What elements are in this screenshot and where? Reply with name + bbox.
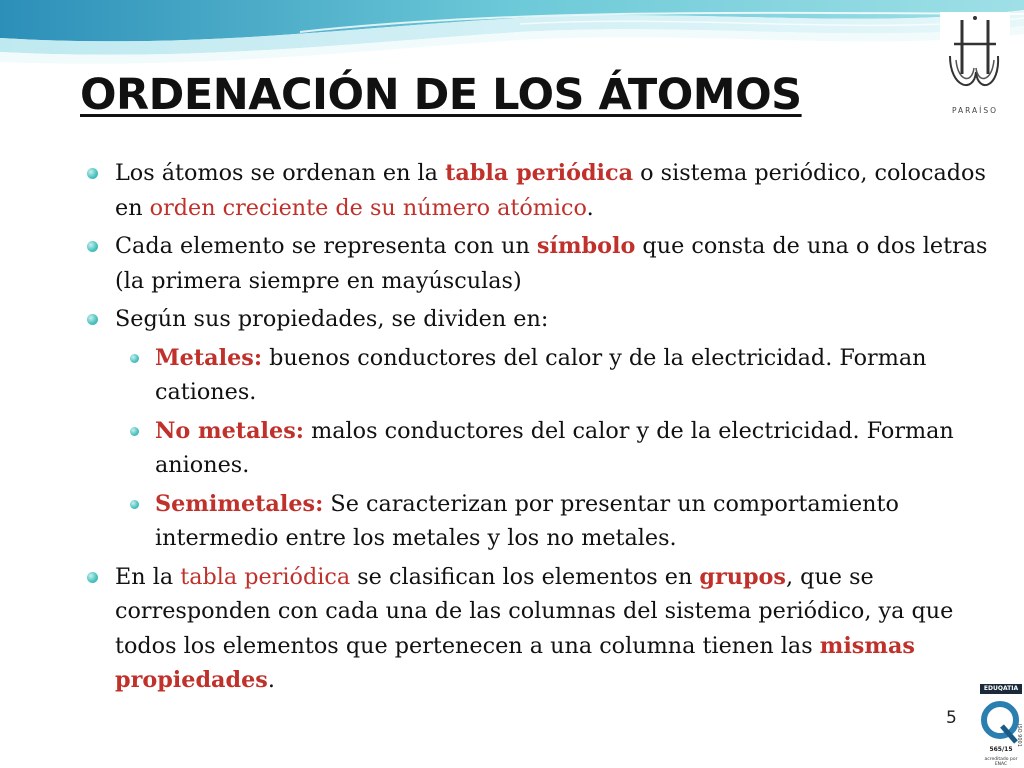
certification-q-icon	[978, 694, 1024, 754]
slide-title: ORDENACIÓN DE LOS ÁTOMOS	[80, 70, 802, 120]
bullet-dot-icon	[87, 572, 98, 583]
bullet-dot-icon	[130, 427, 139, 436]
bullet-text: Se caracterizan por presentar un comportamiento intermedio entre los metales y los no metales.	[155, 490, 899, 551]
highlighted-text: orden creciente de su número atómico	[149, 194, 587, 221]
bullet-dot-icon	[87, 314, 98, 325]
bullet-dot-icon	[130, 354, 139, 363]
eduqatia-label: EDUQATIA	[980, 684, 1022, 694]
sub-bullet-item	[80, 414, 1000, 483]
bullet-item	[80, 302, 1000, 337]
paraiso-logo	[940, 12, 1010, 122]
paraiso-emblem-icon	[940, 12, 1010, 104]
eduqatia-badge	[978, 684, 1024, 768]
bullet-text: malos conductores del calor y de la electricidad. Forman aniones.	[155, 417, 954, 478]
bullet-text: .	[586, 194, 594, 221]
highlighted-text: grupos	[699, 563, 786, 590]
bullet-dot-icon	[130, 500, 139, 509]
bullet-item	[80, 229, 1000, 298]
bullet-text: o sistema periódico, colocados en	[115, 160, 986, 221]
bullet-text: En la	[115, 563, 181, 590]
sub-bullet-item	[80, 341, 1000, 410]
bullet-list	[80, 156, 1000, 702]
highlighted-text: tabla periódica	[445, 160, 634, 186]
bullet-text: , que se corresponden con cada una de las columnas del sistema periódico, ya que todos los elementos que pertenecen a una columna tienen las	[115, 563, 954, 659]
bullet-text: buenos conductores del calor y de la electricidad. Forman cationes.	[155, 344, 927, 405]
bullet-text: .	[267, 667, 275, 693]
highlighted-text: tabla periódica	[180, 563, 351, 590]
highlighted-text: Metales:	[155, 344, 263, 371]
enac-caption: acreditado por ENAC	[984, 757, 1018, 767]
svg-text:ISO 9001: ISO 9001	[1016, 724, 1022, 747]
eduqatia-code: 565/15	[989, 746, 1013, 753]
highlighted-text: símbolo	[536, 233, 636, 259]
paraiso-caption: PARAÍSO	[951, 106, 999, 115]
sub-bullet-item	[80, 487, 1000, 556]
highlighted-text: Semimetales:	[155, 490, 324, 517]
highlighted-text: mismas propiedades	[115, 632, 915, 693]
bullet-text: Según sus propiedades, se dividen en:	[115, 306, 549, 332]
bullet-text: que consta de una o dos letras (la primera siempre en mayúsculas)	[115, 233, 988, 294]
bullet-text: se clasifican los elementos en	[350, 563, 700, 590]
top-wave-decoration	[0, 0, 1024, 80]
bullet-item	[80, 156, 1000, 225]
bullet-text: Los átomos se ordenan en la	[115, 160, 446, 186]
highlighted-text: No metales:	[155, 417, 304, 444]
page-number: 5	[946, 708, 957, 728]
bullet-dot-icon	[87, 241, 98, 252]
bullet-dot-icon	[87, 168, 98, 179]
bullet-item	[80, 560, 1000, 698]
bullet-text: Cada elemento se representa con un	[115, 233, 537, 259]
